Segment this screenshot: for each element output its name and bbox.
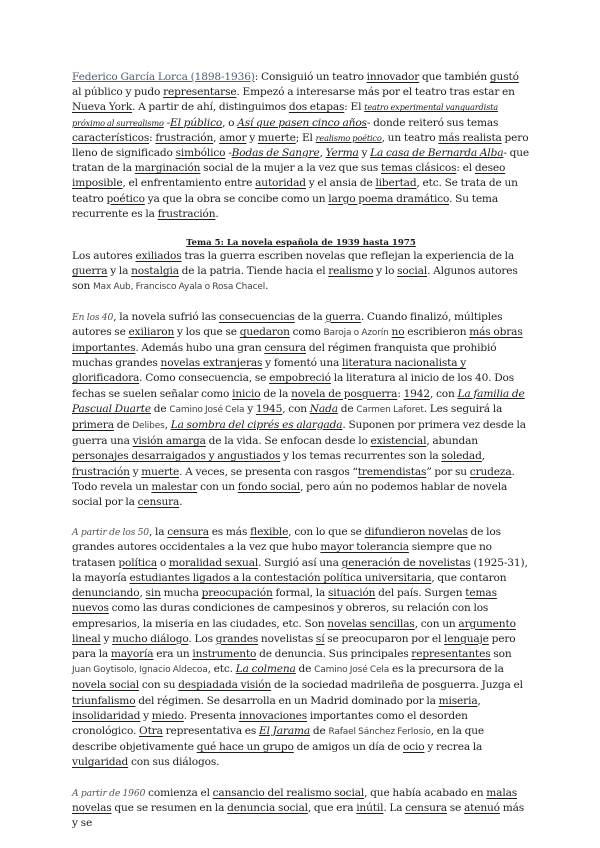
p40-run: guerra [325, 310, 361, 323]
lorca-run: largo poema dramático [328, 192, 450, 205]
p40-run: de [113, 419, 133, 432]
p60-run: . La [383, 801, 406, 814]
p40-run: del régimen franquista que prohibió muchas grandes [72, 342, 497, 370]
lorca-run: : El [344, 101, 365, 114]
lorca-run: al público y pudo [72, 86, 164, 99]
p40-run: Carmen Laforet [356, 404, 424, 415]
p40-run: censura [137, 496, 180, 509]
p50-run: con sus diálogos. [128, 756, 220, 769]
p40-run: y los que se [174, 325, 240, 338]
p50-run: miseria [438, 694, 478, 707]
p50-run: de denuncia. Sus principales [256, 647, 412, 660]
intro-run: . [265, 280, 269, 293]
p50-run: y recrea la [424, 741, 483, 754]
p40-run: muerte [141, 465, 180, 478]
lorca-run: ya que la obra se concibe como un [144, 192, 329, 205]
p50-run: Otra [139, 724, 163, 737]
lorca-run: . Su tema recurrente es la [72, 192, 498, 220]
p50-run: formal, la [272, 587, 328, 600]
p50-run: mayor tolerancia [320, 541, 409, 554]
p50-run: Juan Goytisolo, Ignacio Aldecoa [72, 665, 208, 676]
intro-run: Max Aub, Francisco Ayala o Rosa Chacel [93, 282, 266, 293]
p60-run: se [446, 801, 464, 814]
paragraph-40s [72, 310, 530, 511]
p50-run: sin [145, 587, 161, 600]
p40-run: de [150, 402, 170, 415]
lorca-run: frustración [155, 131, 214, 144]
lorca-run: autoridad [255, 177, 306, 190]
p50-run: temas nuevos [72, 587, 497, 615]
p50-run: política [118, 556, 157, 569]
p60-run: cansancio del realismo social [212, 786, 365, 799]
p60-run: comienza el [145, 786, 213, 799]
p50-run: . Los [188, 632, 216, 645]
p40-run: , con [282, 402, 310, 415]
lorca-run: dos etapas [288, 101, 345, 114]
p50-run: novela social [72, 679, 140, 692]
p40-run: novela de posguerra [291, 387, 398, 400]
p50-run: es más [208, 526, 251, 539]
p50-run: moralidad sexual [168, 556, 259, 569]
p50-run: . Presenta [183, 709, 239, 722]
p40-run: quedaron [239, 325, 290, 338]
p40-run: soledad [441, 450, 482, 463]
lorca-run: que también [419, 71, 490, 83]
p50-run: importantes como el desorden cronológico. [72, 709, 468, 737]
p50-run: , [139, 587, 146, 600]
lorca-run: Nueva York [72, 101, 133, 114]
p60-run: A partir de 1960 [72, 787, 146, 799]
p50-run: Rafael Sánchez Ferlosio [328, 726, 431, 737]
lorca-run: representarse [163, 86, 237, 99]
p40-run: de [337, 402, 357, 415]
p40-run: . Como consecuencia, se [139, 372, 270, 385]
lorca-run: Yerma [325, 147, 359, 160]
p50-run: del país. Surgen [375, 587, 466, 600]
lorca-run: : [149, 131, 156, 144]
lorca-run: realismo poético [315, 132, 382, 143]
lorca-run: frustración [157, 207, 216, 220]
p40-run: existencial [370, 435, 427, 448]
lorca-run: , o [222, 116, 238, 129]
p40-run: empobreció [269, 372, 331, 385]
intro-run: . Algunos autores son [72, 265, 518, 293]
p40-run: . [179, 496, 183, 509]
p40-run: consecuencias [218, 310, 295, 323]
p50-run: siempre que no tratasen [72, 541, 492, 569]
lorca-run: - donde reiteró sus temas [366, 116, 499, 129]
p40-run: malestar [151, 480, 198, 493]
p50-run: preocupación [201, 587, 273, 600]
intro-paragraph [72, 249, 530, 296]
p50-run: de [295, 663, 315, 676]
p40-run: Nada [309, 402, 338, 415]
p40-run: La familia de Pascual Duarte [72, 387, 525, 415]
lorca-run: - que tratan de la [72, 147, 530, 175]
intro-run: y lo [373, 265, 398, 278]
p60-run: , que era [307, 801, 357, 814]
p60-run: malas novelas [72, 786, 518, 814]
p40-run: novelas extranjeras [160, 357, 263, 370]
p50-run: lenguaje [444, 632, 489, 645]
lorca-run: pero lleno de significado [72, 131, 529, 160]
p50-run: sí [315, 632, 325, 645]
p40-run: , [481, 450, 485, 463]
p50-run: como las duras condiciones de campesinos y obreros, su relación con los empresarios, la miseria en las ciudades, etc. Son [72, 602, 489, 630]
p40-run: En los 40 [72, 311, 114, 323]
p50-run: representativa es [162, 724, 260, 737]
p40-run: . A veces, se presenta con rasgos “ [179, 465, 358, 478]
lorca-run[interactable]: Federico García Lorca (1898-1936) [72, 71, 255, 83]
p50-run: insolidaridad [72, 709, 141, 722]
p40-run: de la [294, 310, 326, 323]
p50-run: de los grandes autores occidentales a la vez que hubo [72, 526, 501, 554]
p40-run: literatura nacionalista y glorificadora [72, 357, 467, 385]
section-title: Tema 5: La novela española de 1939 hasta 1975 [186, 238, 416, 249]
p50-run: , etc. [207, 663, 236, 676]
lorca-run: marginación [134, 162, 201, 175]
p40-run: censura [264, 342, 307, 355]
intro-run: tras la guerra escriben novelas que reflejan la experiencia de la [181, 250, 515, 263]
p50-run: miedo [151, 709, 184, 722]
paragraph-50s [72, 525, 530, 770]
p40-run: La sombra del ciprés es alargada [170, 419, 343, 432]
p50-run: , con lo que se [288, 526, 365, 539]
p40-run: 1945 [255, 402, 283, 415]
p50-run: Camino José Cela [314, 665, 390, 676]
p40-run: exiliaron [128, 325, 175, 338]
p40-run: de la vida. Se enfocan desde lo [205, 435, 371, 448]
p50-run: novelas sencillas [327, 617, 415, 630]
p40-run: : [397, 387, 404, 400]
lorca-run: , un teatro [381, 131, 439, 144]
p40-run: visión amarga [132, 435, 206, 448]
intro-run: y la [107, 265, 132, 278]
p40-run: ” por su [426, 465, 470, 478]
lorca-run: , [213, 131, 220, 144]
lorca-run: , [319, 147, 326, 160]
p50-run: estudiantes ligados a la contestación política universitaria [129, 571, 432, 584]
p40-run: primera [72, 419, 114, 432]
lorca-run: y el ansia de [305, 177, 376, 190]
lorca-run: La casa de Bernarda Alba [370, 147, 504, 160]
p50-run: situación [327, 587, 376, 600]
p40-run: , abundan [426, 435, 478, 448]
p50-run: de [310, 724, 329, 737]
intro-run: Los autores [72, 250, 136, 263]
p50-run: son [490, 647, 512, 660]
p60-run: inútil [356, 801, 384, 814]
p40-run: como [289, 325, 324, 338]
p40-run: con un [197, 480, 238, 493]
lorca-run: , el enfrentamiento entre [122, 177, 256, 190]
lorca-run: social de la mujer a la vez que sus [200, 162, 381, 175]
lorca-run: : el [456, 162, 475, 175]
p50-run: , con un [414, 617, 459, 630]
p40-run: tremendistas [357, 465, 427, 478]
p40-run: la literatura al inicio de los 40. Dos fechas se suelen señalar como [72, 372, 515, 400]
intro-run: social [397, 265, 428, 278]
p50-run: (1925-31), la mayoría [72, 556, 528, 584]
p60-run: más y se [72, 801, 525, 829]
lorca-run: Bodas de Sangre [231, 147, 320, 160]
lorca-run: - [163, 116, 171, 129]
p40-run: Delibes [132, 421, 165, 432]
paragraph-60s [72, 786, 530, 832]
p50-run: mucha [160, 587, 202, 600]
lorca-run: simbólico [175, 147, 226, 160]
lorca-run: teatro experimental vanguardista próximo al surrealismo [72, 102, 499, 128]
lorca-run: Así que pasen cinco años [237, 116, 367, 129]
p50-run: grandes [215, 632, 259, 645]
p60-run: atenuó [463, 801, 500, 814]
p40-run: Baroja o Azorín [323, 327, 389, 338]
p40-run: y [244, 402, 256, 415]
lorca-run: característicos [72, 131, 150, 144]
lorca-run: El público [170, 116, 223, 129]
p40-run: . Les seguirá la [423, 402, 503, 415]
lorca-run: deseo imposible [72, 162, 506, 190]
p50-run: , [477, 694, 481, 707]
p50-run: , que contaron [431, 571, 507, 584]
p50-run: , la [148, 526, 168, 539]
p40-run: y [129, 465, 142, 478]
p50-run: flexible [250, 526, 289, 539]
p50-run: era un [153, 647, 193, 660]
p60-run: que se resumen en la [111, 801, 228, 814]
lorca-run: amor [219, 131, 247, 144]
p40-run: escribieron [404, 325, 470, 338]
lorca-paragraph [72, 70, 530, 222]
p50-run: representantes [411, 647, 491, 660]
p50-run: o [157, 556, 169, 569]
p50-run: y [140, 709, 152, 722]
intro-run: guerra [72, 265, 108, 278]
p40-run: frustración [72, 465, 130, 478]
lorca-run: innovador [366, 71, 420, 83]
p40-run: personajes desarraigados y angustiados [72, 450, 281, 463]
lorca-run: libertad [375, 177, 417, 190]
p50-run: novelistas [258, 632, 316, 645]
lorca-run: . [215, 207, 219, 220]
lorca-run: muerte [257, 131, 296, 144]
p40-run: Camino José Cela [169, 404, 245, 415]
p50-run: de amigos un día de [293, 741, 404, 754]
p50-run: censura [167, 526, 209, 539]
p50-run: qué hace un grupo [196, 741, 294, 754]
p40-run: de la [260, 387, 292, 400]
p50-run: vulgaridad [72, 756, 129, 769]
p40-run: y los temas recurrentes son la [280, 450, 442, 463]
intro-run: realismo [328, 265, 374, 278]
p50-run: denunciando [72, 587, 140, 600]
p60-run: denuncia social [227, 801, 308, 814]
p40-run: no [391, 325, 405, 338]
p40-run: y fomentó una [262, 357, 342, 370]
p50-run: pero para la [72, 632, 516, 660]
lorca-run: . A partir de ahí, distinguimos [132, 101, 289, 114]
intro-run: exiliados [135, 250, 182, 263]
p40-run: , [164, 419, 171, 432]
p40-run: inicio [232, 387, 261, 400]
p40-run: crudeza [469, 465, 512, 478]
lorca-run: y [358, 147, 371, 160]
p40-run: . Cuando finalizó, múltiples autores se [72, 310, 503, 338]
p50-run: se preocuparon por el [324, 632, 445, 645]
p50-run: generación de novelistas [341, 556, 471, 569]
p50-run: , en la que describe objetivamente [72, 724, 484, 754]
p40-run: 1942 [403, 387, 430, 400]
lorca-run: temas clásicos [381, 162, 457, 175]
p60-run: , que había acabado en [364, 786, 487, 799]
p50-run: del régimen. Se desarrolla en un Madrid dominado por la [135, 694, 439, 707]
p40-run: fondo social [237, 480, 301, 493]
p40-run: , pero aún no podemos hablar de novela social por la [72, 480, 508, 509]
lorca-run: gustó [489, 71, 519, 83]
lorca-run: - [225, 147, 232, 160]
intro-run: nostalgia [131, 265, 179, 278]
p40-run: , con [429, 387, 458, 400]
p50-run: de la sociedad madrileña de posguerra. Juzga el [271, 679, 523, 692]
p50-run: argumento lineal [72, 617, 516, 645]
lorca-run: más realista [438, 131, 502, 144]
p50-run: despiadada visión [178, 679, 272, 692]
intro-run: de la patria. Tiende hacia el [178, 265, 329, 278]
p50-run: El Jarama [259, 724, 311, 737]
p50-run: instrumento [192, 647, 257, 660]
p50-run: difundieron novelas [364, 526, 468, 539]
p40-run: . Suponen por primera vez desde la guerra una [72, 419, 526, 448]
p40-run: . Además hubo una gran [135, 342, 265, 355]
p50-run: . Surgió así una [258, 556, 342, 569]
p50-run: A partir de los 50 [72, 527, 149, 539]
lorca-run: : Consiguió un teatro [254, 71, 367, 83]
p50-run: innovaciones [238, 709, 308, 722]
p50-run: mayoría [110, 647, 154, 660]
lorca-run: poético [106, 192, 145, 205]
p40-run: más obras importantes [72, 325, 523, 355]
p50-run: y [100, 632, 113, 645]
p60-run: censura [405, 801, 447, 814]
lorca-run: y [246, 131, 258, 144]
p50-run: mucho diálogo [112, 632, 189, 645]
p40-run: , la novela sufrió las [113, 310, 219, 323]
lorca-run: . Empezó a interesarse más por el teatro tras estar en [236, 86, 515, 99]
p50-run: La colmena [235, 663, 296, 676]
p50-run: ocio [403, 741, 425, 754]
p50-run: con su [139, 679, 179, 692]
lorca-run: , etc. Se trata de un teatro [72, 177, 518, 205]
lorca-run: ; El [295, 131, 316, 144]
p50-run: triunfalismo [72, 694, 136, 707]
p50-run: es la precursora de la [389, 663, 504, 676]
p40-run: . Todo revela un [72, 465, 515, 493]
